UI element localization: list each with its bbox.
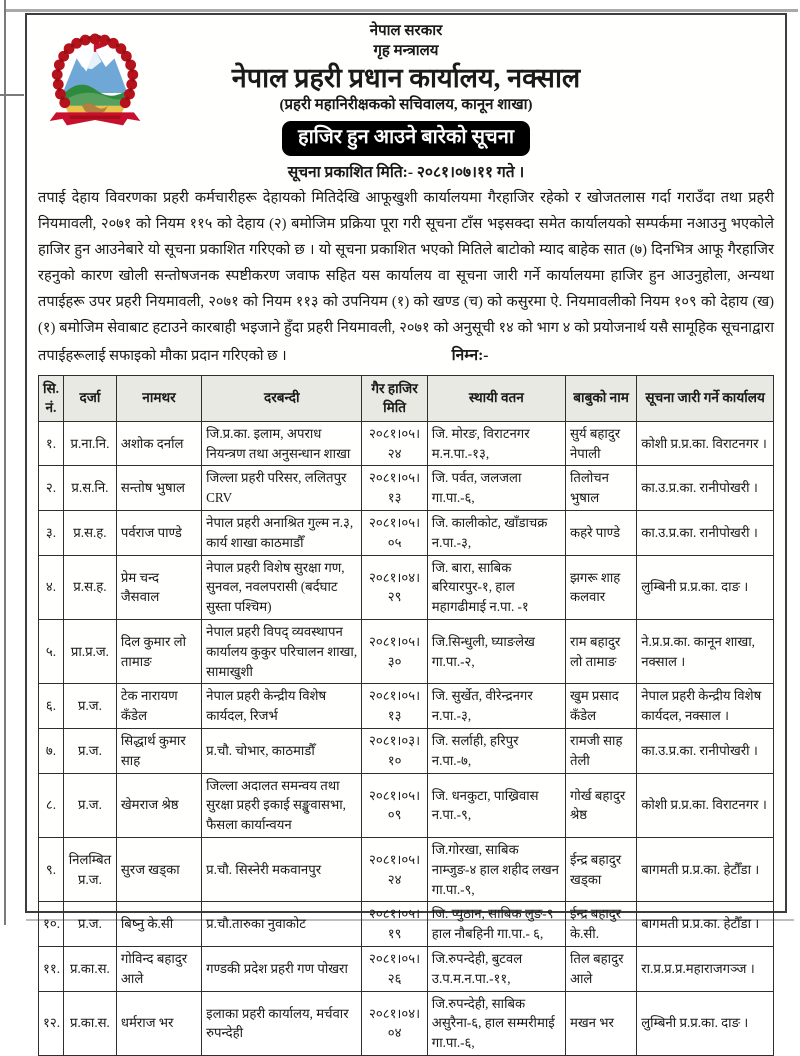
table-cell: ११. xyxy=(39,947,64,992)
table-cell: जि. सुर्खेत, वीरेन्द्रनगर न.पा.-३, xyxy=(427,684,565,729)
table-cell: जि. बारा, साबिक बरियारपुर-१, हाल महागढीमाई न.पा. -१ xyxy=(427,555,565,619)
table-cell: बागमती प्र.प्र.का. हेटौँडा । xyxy=(637,838,774,902)
table-cell: जि. धनकुटा, पाख्रिवास न.पा.-९, xyxy=(427,773,565,837)
notice-document xyxy=(25,13,787,1051)
table-cell: ३. xyxy=(39,511,64,556)
table-cell: नेपाल प्रहरी विशेष सुरक्षा गण, सुनवल, नवलपरासी (बर्दघाट सुस्ता पश्चिम) xyxy=(202,555,362,619)
ministry-name: गृह मन्त्रालय xyxy=(373,43,439,60)
table-cell: २०८१।०३।१० xyxy=(362,729,427,774)
table-cell: प्र.ना.नि. xyxy=(63,421,116,466)
header-absent-date: गैर हाजिर मिति xyxy=(362,376,427,422)
nepal-government-emblem-logo xyxy=(41,25,149,135)
table-cell: टेक नारायण कँडेल xyxy=(116,684,201,729)
table-cell: प्र.चौ. चोभार, काठमाडौँ xyxy=(202,729,362,774)
table-cell: ईन्द्र बहादुर के.सी. xyxy=(565,902,636,947)
table-cell: पर्वराज पाण्डे xyxy=(116,511,201,556)
table-cell: ५. xyxy=(39,620,64,684)
office-name: नेपाल प्रहरी प्रधान कार्यालय, नक्साल xyxy=(231,62,581,93)
table-cell: ७. xyxy=(39,729,64,774)
table-cell: ने.प्र.प्र.का. कानून शाखा, नक्साल । xyxy=(637,620,774,684)
table-row xyxy=(39,620,774,684)
table-cell: कोशी प्र.प्र.का. विराटनगर । xyxy=(637,773,774,837)
table-cell: जिल्ला प्रहरी परिसर, ललितपुर CRV xyxy=(202,466,362,511)
table-cell: नेपाल प्रहरी विपद् व्यवस्थापन कार्यालय कुकुर परिचालन शाखा, सामाखुशी xyxy=(202,620,362,684)
table-cell: ८. xyxy=(39,773,64,837)
notice-title-badge: हाजिर हुन आउने बारेको सूचना xyxy=(282,121,530,156)
following-label: निम्न:- xyxy=(451,347,489,365)
table-cell: १. xyxy=(39,421,64,466)
table-row xyxy=(39,466,774,511)
table-cell: कहरे पाण्डे xyxy=(565,511,636,556)
sub-office-name: (प्रहरी महानिरीक्षकको सचिवालय, कानून शाखा) xyxy=(279,97,533,114)
table-body xyxy=(39,421,774,1055)
table-cell: जि. प्युठान, साबिक लुङ-९ हाल नौबहिनी गा.पा.- ६, xyxy=(427,902,565,947)
table-row xyxy=(39,991,774,1055)
table-cell: जि.प्र.का. इलाम, अपराध नियन्त्रण तथा अनुसन्धान शाखा xyxy=(202,421,362,466)
absentee-roster-table xyxy=(38,375,774,1056)
header-rank: दर्जा xyxy=(63,376,116,422)
table-cell: जि. सर्लाही, हरिपुर न.पा.-७, xyxy=(427,729,565,774)
table-cell: प्र.स.नि. xyxy=(63,466,116,511)
table-row xyxy=(39,421,774,466)
table-cell: रा.प्र.प्र.प्र.महाराजगञ्ज । xyxy=(637,947,774,992)
table-cell: का.उ.प्र.का. रानीपोखरी । xyxy=(637,511,774,556)
table-cell: लुम्बिनी प्र.प्र.का. दाङ । xyxy=(637,991,774,1055)
table-cell: खेमराज श्रेष्ठ xyxy=(116,773,201,837)
table-cell: प्रा.प्र.ज. xyxy=(63,620,116,684)
scan-edge-tick xyxy=(0,94,24,96)
table-row xyxy=(39,773,774,837)
table-row xyxy=(39,684,774,729)
table-cell: नेपाल प्रहरी केन्द्रीय विशेष कार्यदल, नक्साल । xyxy=(637,684,774,729)
table-cell: खुम प्रसाद कँडेल xyxy=(565,684,636,729)
table-cell: सुर्य बहादुर नेपाली xyxy=(565,421,636,466)
table-cell: तिलोचन भुषाल xyxy=(565,466,636,511)
table-cell: मखन भर xyxy=(565,991,636,1055)
header-permanent-address: स्थायी वतन xyxy=(427,376,565,422)
table-cell: अशोक दर्नाल xyxy=(116,421,201,466)
table-cell: जि. मोरङ, विराटनगर म.न.पा.-१३, xyxy=(427,421,565,466)
table-cell: प्र.चौ.तारुका नुवाकोट xyxy=(202,902,362,947)
table-cell: बिष्नु के.सी xyxy=(116,902,201,947)
table-cell: जि.रुपन्देही, बुटवल उ.प.म.न.पा.-११, xyxy=(427,947,565,992)
table-cell: प्र.का.स. xyxy=(63,947,116,992)
table-row xyxy=(39,511,774,556)
header-father-name: बाबुको नाम xyxy=(565,376,636,422)
table-cell: २०८१।०५।०५ xyxy=(362,511,427,556)
table-cell: सन्तोष भुषाल xyxy=(116,466,201,511)
table-cell: प्र.ज. xyxy=(63,773,116,837)
table-cell: ६. xyxy=(39,684,64,729)
notice-body-paragraph xyxy=(38,186,774,370)
table-cell: प्र.स.ह. xyxy=(63,555,116,619)
table-cell: निलम्बित प्र.ज. xyxy=(63,838,116,902)
table-cell: प्र.ज. xyxy=(63,729,116,774)
table-cell: ९. xyxy=(39,838,64,902)
table-cell: धर्मराज भर xyxy=(116,991,201,1055)
table-cell: २०८१।०५।०९ xyxy=(362,773,427,837)
table-header-row xyxy=(39,376,774,422)
table-cell: झगरू शाह कलवार xyxy=(565,555,636,619)
table-row xyxy=(39,729,774,774)
table-cell: नेपाल प्रहरी अनाश्रित गुल्म न.३, कार्य शाखा काठमाडौँ xyxy=(202,511,362,556)
table-cell: जि. पर्वत, जलजला गा.पा.-६, xyxy=(427,466,565,511)
table-cell: २०८१।०४।०४ xyxy=(362,991,427,1055)
table-cell: प्र.का.स. xyxy=(63,991,116,1055)
table-cell: बागमती प्र.प्र.का. हेटौँडा । xyxy=(637,902,774,947)
table-cell: का.उ.प्र.का. रानीपोखरी । xyxy=(637,729,774,774)
table-cell: २०८१।०५।२४ xyxy=(362,838,427,902)
table-cell: रामजी साह तेली xyxy=(565,729,636,774)
table-cell: २०८१।०५।२४ xyxy=(362,421,427,466)
table-cell: प्र.ज. xyxy=(63,902,116,947)
table-cell: प्र.ज. xyxy=(63,684,116,729)
table-cell: सिद्धार्थ कुमार साह xyxy=(116,729,201,774)
table-cell: प्र.चौ. सिस्नेरी मकवानपुर xyxy=(202,838,362,902)
table-cell: जिल्ला अदालत समन्वय तथा सुरक्षा प्रहरी इकाई सङ्खुवासभा, फैसला कार्यान्वयन xyxy=(202,773,362,837)
table-cell: जि.रुपन्देही, साबिक असुरैना-६, हाल सम्मरीमाई गा.पा.-६, xyxy=(427,991,565,1055)
table-row xyxy=(39,838,774,902)
scan-edge-line-left xyxy=(4,0,6,925)
table-cell: सुरज खड्का xyxy=(116,838,201,902)
table-cell: १२. xyxy=(39,991,64,1055)
scan-edge-line-top xyxy=(6,9,798,12)
emblem-graphic xyxy=(41,25,149,135)
table-cell: तिल बहादुर आले xyxy=(565,947,636,992)
table-cell: दिल कुमार लो तामाङ xyxy=(116,620,201,684)
header-posting: दरबन्दी xyxy=(202,376,362,422)
notice-body-text: तपाई देहाय विवरणका प्रहरी कर्मचारीहरू देहायको मितिदेखि आफूखुशी कार्यालयमा गैरहाजिर रहेको र खोजतलास गर्दा गराउँदा तथा प्रहरी नियमावली, २०७१ को नियम ११५ को देहाय (२) बमोजिम प्रक्रिया पूरा गरी सूचना टाँस भइसक्दा समेत कार्यालयको सम्पर्कमा नआउनु भएकोले हाजिर हुन आउनेबारे यो सूचना प्रकाशित गरिएको छ । यो सूचना प्रकाशित भएको मितिले बाटोको म्याद बाहेक सात (७) दिनभित्र आफू गैरहाजिर रहनुको कारण खोली सन्तोषजनक स्पष्टीकरण जवाफ सहित यस कार्यालय वा सूचना जारी गर्ने कार्यालयमा हाजिर हुन आउनुहोला, अन्यथा तपाईहरू उपर प्रहरी नियमावली, २०७१ को नियम ११३ को उपनियम (१) को खण्ड (च) को कसुरमा ऐ. नियमावलीको नियम १०९ को देहाय (ख) (१) बमोजिम सेवाबाट हटाउने कारबाही भइजाने हुँदा प्रहरी नियमावली, २०७१ को अनुसूची १४ को भाग ४ को प्रयोजनार्थ यसै सामूहिक सूचनाद्वारा तपाईहरूलाई सफाइको मौका प्रदान गरिएको छ । xyxy=(38,190,774,365)
published-date-line: सूचना प्रकाशित मिति:- २०८१।०७।११ गते । xyxy=(287,163,525,181)
header-serial-number: सि. नं. xyxy=(39,376,64,422)
table-cell: प्रेम चन्द जैसवाल xyxy=(116,555,201,619)
table-cell: प्र.स.ह. xyxy=(63,511,116,556)
table-row xyxy=(39,555,774,619)
table-cell: जि. कालीकोट, खाँडाचक्र न.पा.-३, xyxy=(427,511,565,556)
table-cell: जि.सिन्धुली, घ्याङलेख गा.पा.-२, xyxy=(427,620,565,684)
table-cell: नेपाल प्रहरी केन्द्रीय विशेष कार्यदल, रिजर्भ xyxy=(202,684,362,729)
table-cell: गण्डकी प्रदेश प्रहरी गण पोखरा xyxy=(202,947,362,992)
table-cell: राम बहादुर लो तामाङ xyxy=(565,620,636,684)
table-cell: ४. xyxy=(39,555,64,619)
table-cell: २०८१।०५।१३ xyxy=(362,466,427,511)
table-cell: १०. xyxy=(39,902,64,947)
table-cell: इलाका प्रहरी कार्यालय, मर्चवार रुपन्देही xyxy=(202,991,362,1055)
table-cell: २०८१।०५।२६ xyxy=(362,947,427,992)
table-cell: का.उ.प्र.का. रानीपोखरी । xyxy=(637,466,774,511)
table-cell: गोविन्द बहादुर आले xyxy=(116,947,201,992)
table-cell: जि.गोरखा, साबिक नाम्जुङ-४ हाल शहीद लखन गा.पा.-९, xyxy=(427,838,565,902)
table-row xyxy=(39,902,774,947)
table-cell: ईन्द्र बहादुर खड्का xyxy=(565,838,636,902)
header-name: नामथर xyxy=(116,376,201,422)
table-cell: २०८१।०५।३० xyxy=(362,620,427,684)
table-cell: २०८१।०५।१३ xyxy=(362,684,427,729)
table-cell: लुम्बिनी प्र.प्र.का. दाङ । xyxy=(637,555,774,619)
header-issuing-office: सूचना जारी गर्ने कार्यालय xyxy=(637,376,774,422)
table-cell: २०८१।०४।२९ xyxy=(362,555,427,619)
table-cell: २. xyxy=(39,466,64,511)
table-cell: कोशी प्र.प्र.का. विराटनगर । xyxy=(637,421,774,466)
government-name: नेपाल सरकार xyxy=(369,23,443,39)
table-cell: गोर्ख बहादुर श्रेष्ठ xyxy=(565,773,636,837)
table-cell: २०८१।०५।१९ xyxy=(362,902,427,947)
table-row xyxy=(39,947,774,992)
